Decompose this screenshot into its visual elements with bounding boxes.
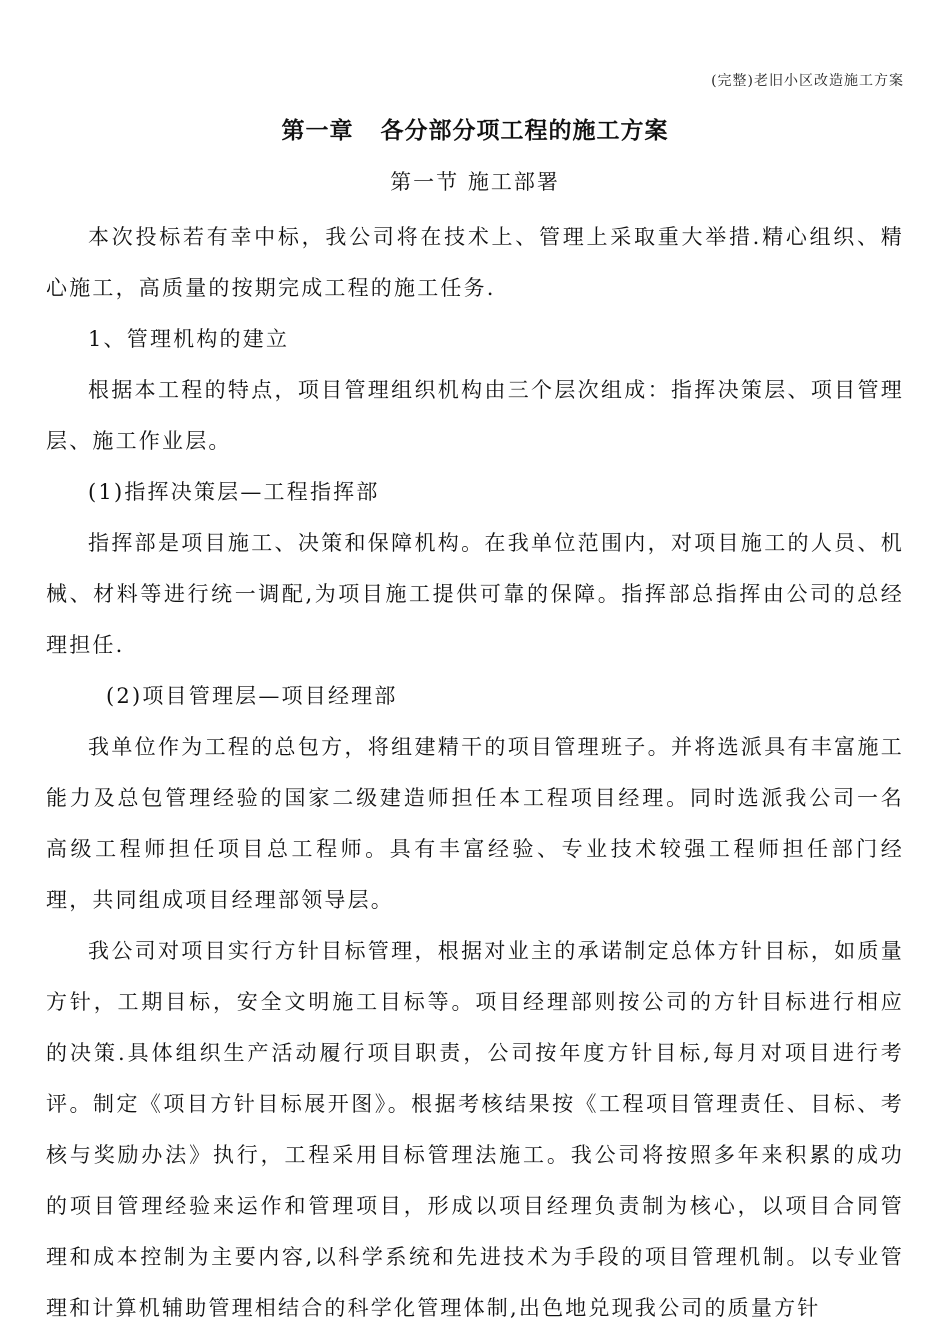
heading-project-management-level: (2)项目管理层—项目经理部 (106, 684, 398, 708)
heading-command-level: (1)指挥决策层—工程指挥部 (88, 480, 380, 504)
paragraph-project-team: 我单位作为工程的总包方，将组建精干的项目管理班子。并将选派具有丰富施工能力及总包管理经验的国家二级建造师担任本工程项目经理。同时选派我公司一名高级工程师担任项目总工程师。具有丰富经验、专业技术较强工程师担任部门经理，共同组成项目经理部领导层。 (46, 735, 904, 912)
section-title: 第一节 施工部署 (390, 170, 560, 194)
paragraph-structure-levels: 根据本工程的特点，项目管理组织机构由三个层次组成：指挥决策层、项目管理层、施工作业层。 (46, 378, 904, 453)
paragraph-intro: 本次投标若有幸中标，我公司将在技术上、管理上采取重大举措.精心组织、精心施工，高质量的按期完成工程的施工任务. (46, 225, 904, 300)
header-note: (完整)老旧小区改造施工方案 (711, 73, 904, 89)
paragraph-objective-management: 我公司对项目实行方针目标管理，根据对业主的承诺制定总体方针目标，如质量方针，工期目标，安全文明施工目标等。项目经理部则按公司的方针目标进行相应的决策.具体组织生产活动履行项目职责，公司按年度方针目标,每月对项目进行考评。制定《项目方针目标展开图》。根据考核结果按《工程项目管理责任、目标、考核与奖励办法》执行，工程采用目标管理法施工。我公司将按照多年来积累的成功的项目管理经验来运作和管理项目，形成以项目经理负责制为核心，以项目合同管理和成本控制为主要内容,以科学系统和先进技术为手段的项目管理机制。以专业管理和计算机辅助管理相结合的科学化管理体制,出色地兑现我公司的质量方针 (46, 939, 904, 1320)
heading-management-structure: 1、管理机构的建立 (88, 327, 290, 351)
document-body (46, 212, 904, 1334)
chapter-title: 第一章 各分部分项工程的施工方案 (281, 118, 669, 144)
paragraph-command-level: 指挥部是项目施工、决策和保障机构。在我单位范围内，对项目施工的人员、机械、材料等进行统一调配,为项目施工提供可靠的保障。指挥部总指挥由公司的总经理担任. (46, 531, 904, 657)
